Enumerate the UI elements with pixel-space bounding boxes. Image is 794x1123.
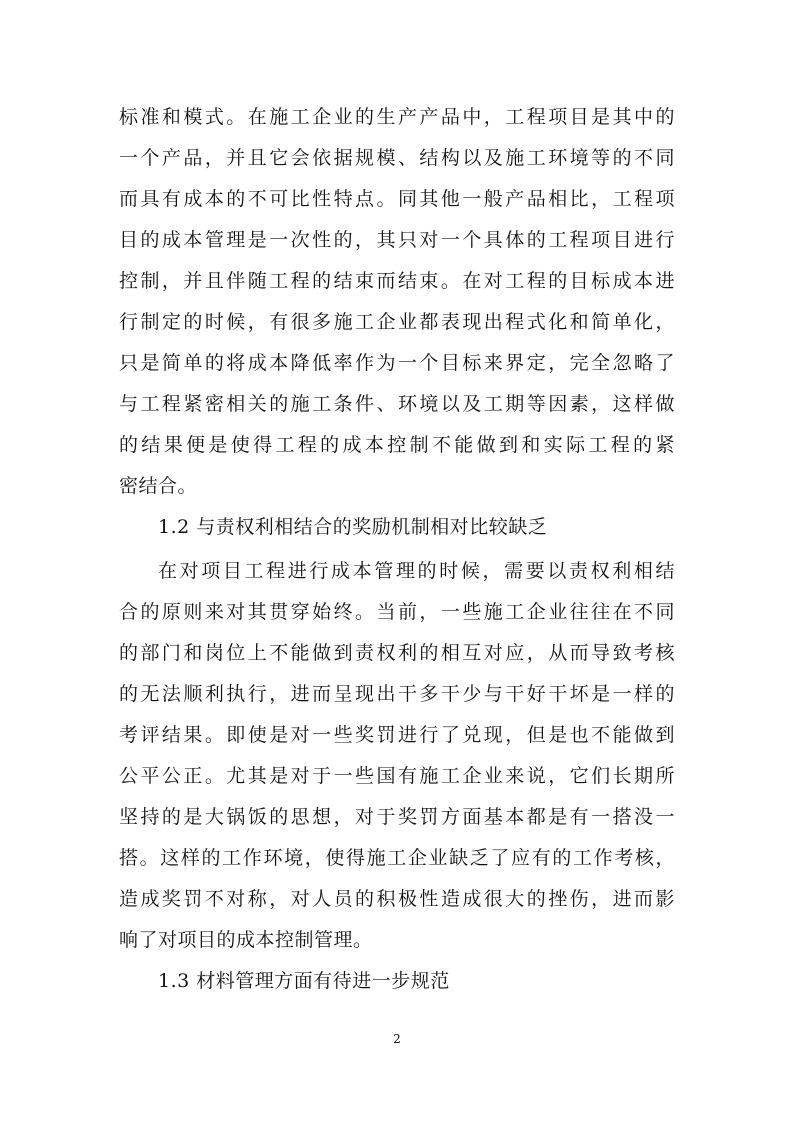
paragraph-line: 行制定的时候，有很多施工企业都表现出程式化和简单化， [119,311,675,333]
paragraph-line: 的部门和岗位上不能做到责权利的相互对应，从而导致考核 [119,642,675,664]
paragraph-line: 一个产品，并且它会依据规模、结构以及施工环境等的不同 [119,147,675,169]
paragraph-line: 标准和模式。在施工企业的生产产品中，工程项目是其中的 [119,106,675,128]
paragraph-line: 与工程紧密相关的施工条件、环境以及工期等因素，这样做 [119,393,675,415]
paragraph-line: 目的成本管理是一次性的，其只对一个具体的工程项目进行 [119,229,675,251]
paragraph-line: 合的原则来对其贯穿始终。当前，一些施工企业往往在不同 [119,601,675,623]
paragraph-line: 坚持的是大锅饭的思想，对于奖罚方面基本都是有一搭没一 [119,806,675,828]
page-number: 2 [393,1032,401,1046]
paragraph-line: 密结合。 [119,475,198,497]
paragraph-line: 控制，并且伴随工程的结束而结束。在对工程的目标成本进 [119,270,675,292]
paragraph-line: 只是简单的将成本降低率作为一个目标来界定，完全忽略了 [119,352,675,374]
paragraph-line: 在对项目工程进行成本管理的时候，需要以责权利相结 [158,560,675,582]
paragraph-line: 的结果便是使得工程的成本控制不能做到和实际工程的紧 [119,434,675,456]
section-heading-1-2: 1.2 与责权利相结合的奖励机制相对比较缺乏 [158,516,548,538]
paragraph-line: 考评结果。即使是对一些奖罚进行了兑现，但是也不能做到 [119,724,675,746]
section-heading-1-3: 1.3 材料管理方面有待进一步规范 [158,970,450,992]
paragraph-line: 的无法顺利执行，进而呈现出干多干少与干好干坏是一样的 [119,683,675,705]
paragraph-line: 搭。这样的工作环境，使得施工企业缺乏了应有的工作考核， [119,847,675,869]
paragraph-line: 公平公正。尤其是对于一些国有施工企业来说，它们长期所 [119,765,675,787]
paragraph-line: 造成奖罚不对称，对人员的积极性造成很大的挫伤，进而影 [119,888,675,910]
paragraph-line: 响了对项目的成本控制管理。 [119,929,373,951]
paragraph-line: 而具有成本的不可比性特点。同其他一般产品相比，工程项 [119,188,675,210]
